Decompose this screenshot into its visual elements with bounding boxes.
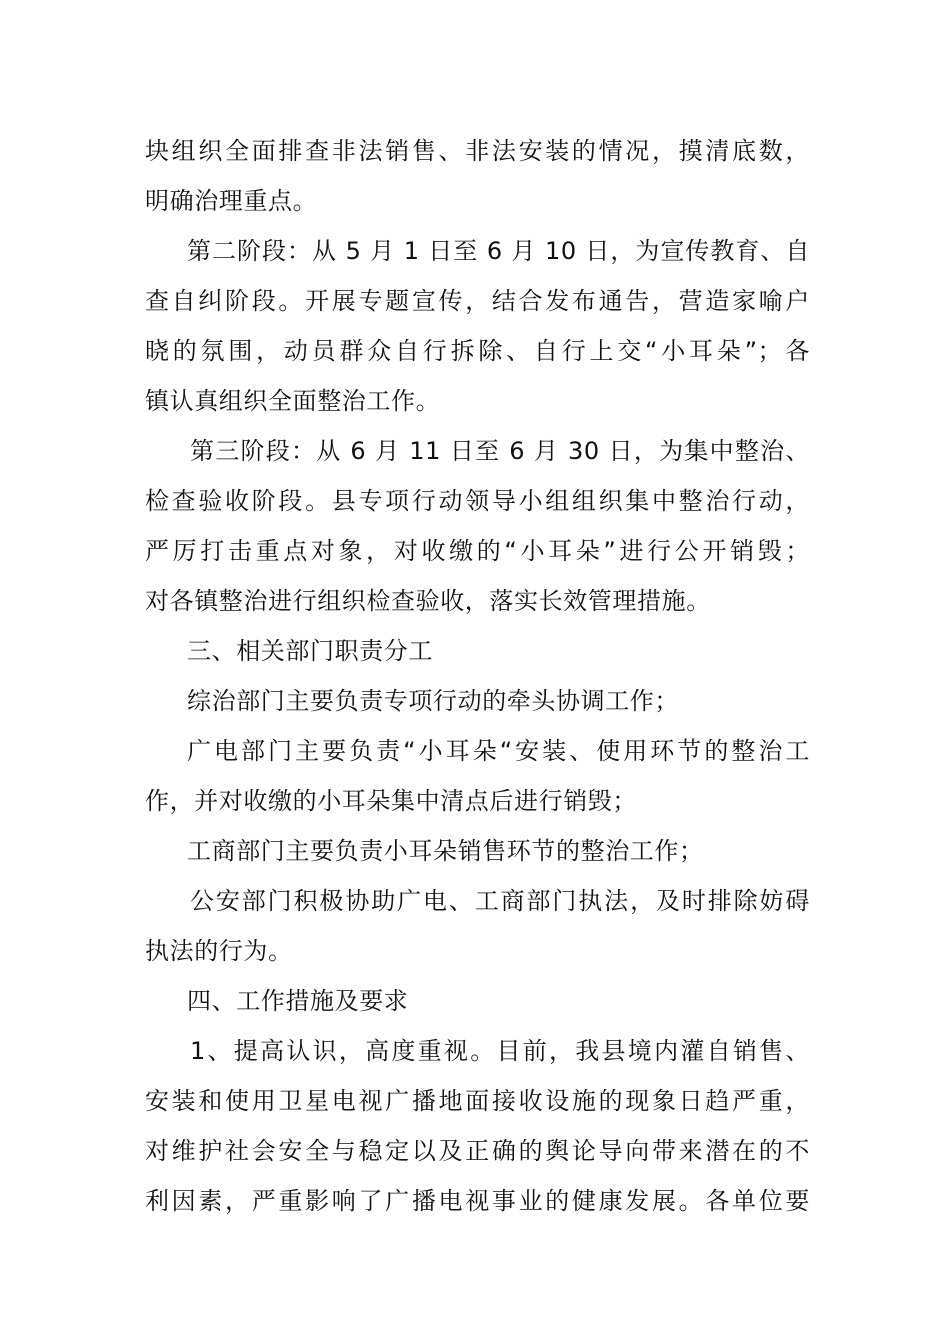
- text-line: 明确治理重点。: [145, 187, 318, 215]
- text-line: 公安部门积极协助广电、工商部门执法，及时排除妨碍: [190, 887, 810, 915]
- text-line: 对维护社会安全与稳定以及正确的舆论导向带来潜在的不: [145, 1137, 810, 1165]
- section-heading: 四、工作措施及要求: [187, 987, 409, 1015]
- text-line: 安装和使用卫星电视广播地面接收设施的现象日趋严重，: [145, 1087, 810, 1115]
- text-line: 第三阶段：从 6 月 11 日至 6 月 30 日，为集中整治、: [190, 437, 810, 465]
- text-line: 执法的行为。: [145, 937, 293, 965]
- text-line: 作，并对收缴的小耳朵集中清点后进行销毁；: [145, 787, 637, 815]
- text-line: 镇认真组织全面整治工作。: [145, 387, 441, 415]
- text-line: 查自纠阶段。开展专题宣传，结合发布通告，营造家喻户: [145, 287, 810, 315]
- text-line: 1、提高认识，高度重视。目前，我县境内灌自销售、: [190, 1037, 810, 1065]
- text-line: 综治部门主要负责专项行动的牵头协调工作；: [187, 687, 679, 715]
- text-line: 第二阶段：从 5 月 1 日至 6 月 10 日，为宣传教育、自: [187, 237, 810, 265]
- text-line: 检查验收阶段。县专项行动领导小组组织集中整治行动，: [145, 487, 810, 515]
- text-line: 晓的氛围，动员群众自行拆除、自行上交“小耳朵”；各: [145, 337, 810, 365]
- text-line: 严厉打击重点对象，对收缴的“小耳朵”进行公开销毁；: [145, 537, 810, 565]
- text-line: 对各镇整治进行组织检查验收，落实长效管理措施。: [145, 587, 711, 615]
- text-line: 利因素，严重影响了广播电视事业的健康发展。各单位要: [145, 1187, 810, 1215]
- text-line: 广电部门主要负责“小耳朵“安装、使用环节的整治工: [187, 737, 810, 765]
- text-line: 工商部门主要负责小耳朵销售环节的整治工作；: [187, 837, 704, 865]
- text-line: 块组织全面排查非法销售、非法安装的情况，摸清底数，: [145, 137, 810, 165]
- section-heading: 三、相关部门职责分工: [187, 637, 433, 665]
